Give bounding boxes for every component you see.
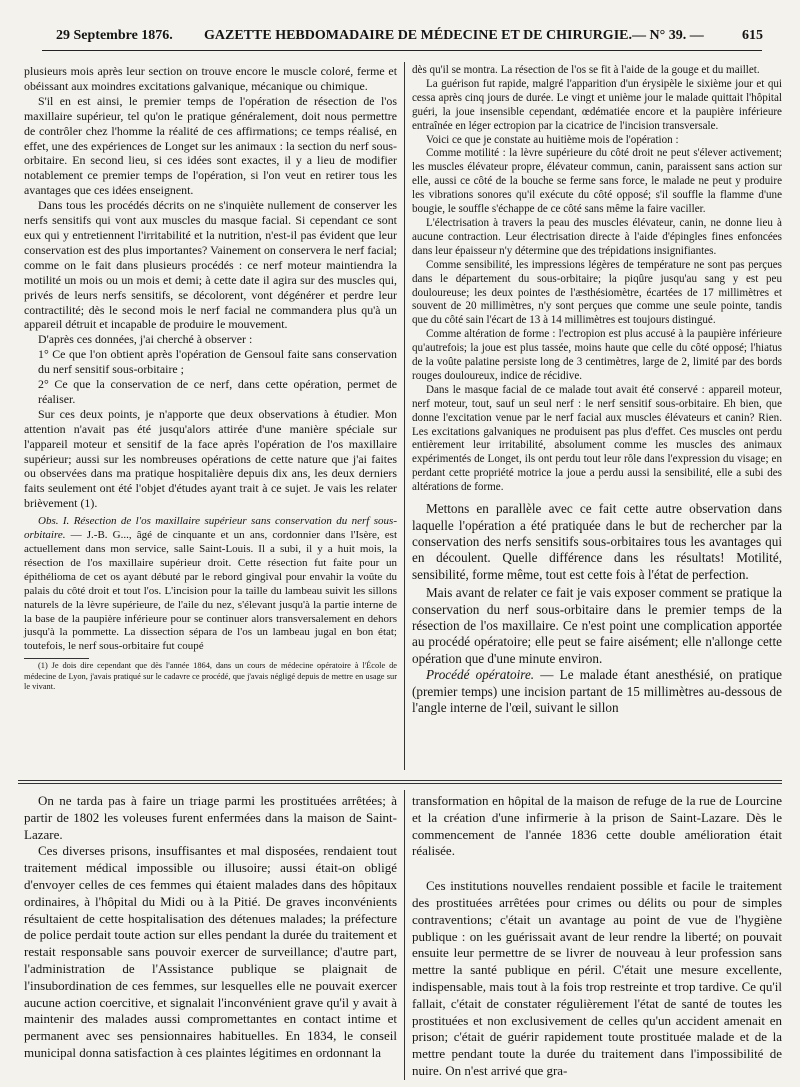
paragraph: Comme sensibilité, les impressions légères de température ne sont pas perçues dans le département du sous-orbitaire; la piqûre jusqu'au sang y est peu douloureuse; les deux pointes de l'æsthésiomètre, écartées de 17 millimètres et souvent de 20 millimètres, n'y sont perçues que comme une seule pointe, tandis que du côté sain l'écart de 13 à 14 millimètres est toujours distingué. — [412, 258, 782, 327]
paragraph: L'électrisation à travers la peau des muscles élévateur, canin, ne donne lieu à aucune contraction. Leur électrisation directe à l'aide d'épingles fines enfoncées dans leur épaisseur n'y détermine que des trépidations insignifiantes. — [412, 216, 782, 257]
paragraph: Ces diverses prisons, insuffisantes et mal disposées, rendaient tout traitement médical impossible ou illusoire; aussi était-on obligé d'envoyer celles de ces femmes qui étaient malades dans des hôpitaux ordinaires, à l'hôpital du Midi ou à la Pitié. De graves inconvénients résultaient de cette hospitalisation des détenues malades; la préfecture de police perdait toute action sur elles pendant la durée du traitement et restait responsable sans pouvoir exercer de surveillance; d'autre part, l'administration de l'Assistance publique se plaignait de l'insubordination de ces femmes, sur lesquelles elle ne pouvait exercer aucune action coercitive, et signalait l'inconvénient grave qu'il y avait à maintenir des malades aussi compromettantes en contact intime et permanent avec ses pensionnaires habituelles. En 1834, le conseil municipal donna satisfaction à ces plaintes légitimes en ordonnant la — [24, 843, 397, 1060]
paragraph: Dans le masque facial de ce malade tout avait été conservé : appareil moteur, nerf moteur, tout, sauf un seul nerf : le nerf sensitif sous-orbitaire. Eh bien, que donne l'excitation venue par le nerf facial aux muscles élévateurs et canin? Rien. Les excitations galvaniques ne produisent pas plus d'effet. Ces muscles ont perdu entièrement leur irritabilité, absolument comme les muscles des animaux expérimentés de Longet, ils ont perdu tout leur rôle dans l'expression du visage; en perdant cette propriété motrice la joue a perdu aussi la sensibilité, elle a subi des altérations de forme. — [412, 383, 782, 494]
lower-article-left-column — [24, 793, 397, 1062]
procedure-text: — Le malade étant anesthésié, on pratique (premier temps) une incision partant de 15 millimètres au-dessous de l'angle interne de l'œil, suivant le sillon — [412, 667, 782, 715]
header-issue-number: — N° 39. — — [632, 28, 704, 43]
paragraph: Comme altération de forme : l'ectropion est plus accusé à la paupière inférieure qu'autrefois; la joue est plus tassée, moins haute que celle du côté opposé; l'hiatus de la voûte palatine persiste long de 3 centimètres, large de 2, limité par des bords rouges douloureux, indice de récidive. — [412, 328, 782, 382]
paragraph: Mettons en parallèle avec ce fait cette autre observation dans laquelle l'opération a été pratiquée dans le but de rechercher par la conservation des nerfs sensitifs sous-orbitaires tous les avantages qui en découlent. Quelle différence dans les résultats! Motilité, sensibilité, forme même, tout est cette fois à l'état de perfection. — [412, 501, 782, 582]
footnote-rule — [24, 658, 89, 659]
paragraph: plusieurs mois après leur section on trouve encore le muscle coloré, ferme et obéissant aux moindres excitations galvanique, mécanique ou chimique. — [24, 64, 397, 93]
paragraph: Sur ces deux points, je n'apporte que deux observations à étudier. Mon attention n'avait pas été jusqu'alors attirée d'une manière spéciale sur l'appareil moteur et sensitif de la face après l'opération de l'os maxillaire supérieur; aussi sur les nombreuses opérations de cette nature que j'ai faites ou observées dans ma pratique hospitalière depuis dix ans, les deux derniers faits seulement ont été l'objet d'études ayant trait à ce sujet. Je vais les relater brièvement (1). — [24, 406, 397, 511]
column-divider — [404, 790, 405, 1080]
paragraph: Voici ce que je constate au huitième mois de l'opération : — [426, 133, 679, 146]
paragraph: On ne tarda pas à faire un triage parmi les prostituées arrêtées; à partir de 1802 les voleuses furent enfermées dans la maison de Saint-Lazare. — [24, 793, 397, 842]
list-item: 1° Ce que l'on obtient après l'opération de Gensoul faite sans conservation du nerf sensitif sous-orbitaire ; — [38, 347, 397, 377]
observation-paragraph — [24, 515, 397, 654]
list-item: 2° Ce que la conservation de ce nerf, dans cette opération, permet de réaliser. — [38, 377, 397, 406]
paragraph: Dans tous les procédés décrits on ne s'inquiète nullement de conserver les nerfs sensitifs qui vont aux muscles du masque facial. Si cependant ce sont eux qui y entretiennent l'irritabilité et la nutrition, n'est-il pas évident que leur conservation est des plus importantes? Vainement on conservera le nerf facial; comme on le fait dans plusieurs procédés : ce nerf moteur maintiendra la motilité un mois ou un mois et demi; à cette date il agira sur des muscles qui, privés de leurs nerfs sensitifs, se décolorent, vont dégénérer et perdre leur contractilité; dès le second mois le nerf facial ne commandera plus qu'à un appareil détruit et incapable de produire le mouvement. — [24, 198, 397, 332]
paragraph: transformation en hôpital de la maison de refuge de la rue de Lourcine et la création d'une infirmerie à la prison de Saint-Lazare. Dès le commencement de l'année 1836 cette double amélioration était réalisée. — [412, 793, 782, 859]
column-divider — [404, 62, 405, 770]
paragraph: La guérison fut rapide, malgré l'apparition d'un érysipèle le sixième jour et qui cessa après cinq jours de durée. Le vingt et unième jour le malade quittait l'hôpital guéri, la joue insensible cependant, œdématiée encore et la paupière inférieure entraînée en léger ectropion par la cicatrice de l'incision transversale. — [412, 77, 782, 132]
header-date: 29 Septembre 1876. — [56, 28, 173, 43]
paragraph — [412, 667, 782, 716]
observation-text: — J.-B. G..., âgé de cinquante et un ans, cordonnier dans l'Isère, est actuellement dans mon service, salle Saint-Louis. Il a subi, il y a huit mois, la résection de l'os maxillaire supérieur droit. Cette résection fut faite pour un épithélioma de cet os ayant débuté par le rebord gingival pour envahir la voûte du palais du côté droit et tout l'os. L'incision pour la taille du lambeau suivit les sillons naturels de la lèvre supérieure, de l'aile du nez, s'élevant jusqu'à la partie interne de la base de la paupière inférieure pour se continuer alors transversalement en dehors jusqu'à la pommette. La dissection sépara de l'os un lambeau jugal en bon état; toutefois, le nerf sous-orbitaire fut coupé — [24, 529, 397, 653]
article-left-column — [24, 64, 397, 693]
paragraph: Comme motilité : la lèvre supérieure du côté droit ne peut s'élever activement; les muscles élévateur propre, élévateur commun, canin, paraissent sans action sur elle, aussi ce côté de la bouche se ferme sans force, le malade ne peut y produire les vibrations sonores qu'il exécute du côté opposé; s'il souffle la flamme d'une bougie, le souffle s'échappe de ce côté sans même la faire vaciller. — [412, 147, 782, 216]
footnote: (1) Je dois dire cependant que dès l'année 1864, dans un cours de médecine opératoire à l'École de médecine de Lyon, j'avais pratiqué sur le cadavre ce procédé, que j'avais négligé depuis de mettre en usage sur le vivant. — [24, 661, 397, 692]
header-page-number: 615 — [742, 28, 763, 43]
procedure-title: Procédé opératoire. — [426, 667, 535, 683]
small-text-block — [412, 64, 782, 495]
paragraph: S'il en est ainsi, le premier temps de l'opération de résection de l'os maxillaire supérieur, tel qu'on le pratique généralement, doit nous permettre de contrôler chez l'homme la réalité de ces affirmations; ce temps réalisé, en effet, une des expériences de Longet sur les animaux : la section du nerf sous-orbitaire. En second lieu, si ces idées sont exactes, il y a lieu de modifier notablement ce premier temps de l'opération, si l'on veut en retirer tous les avantages que ces idées enseignent. — [24, 93, 397, 198]
running-header — [42, 26, 762, 51]
header-journal-title: GAZETTE HEBDOMADAIRE DE MÉDECINE ET DE CHIRURGIE. — [204, 28, 632, 43]
paragraph: D'après ces données, j'ai cherché à observer : — [38, 332, 253, 347]
paragraph: Mais avant de relater ce fait je vais exposer comment se pratique la conservation du nerf sous-orbitaire dans le premier temps de la résection de l'os maxillaire. Ce n'est point une complication apportée au procédé opératoire; elle peut se faire aisément; elle n'allonge cette opération que d'une minute environ. — [412, 585, 782, 666]
lower-article-right-column — [412, 793, 782, 1080]
observation-title: Obs. I. Résection de l'os maxillaire supérieur sans conservation du nerf sous-orbitaire. — [24, 515, 397, 542]
paragraph: Ces institutions nouvelles rendaient possible et facile le traitement des prostituées arrêtées pour crimes ou délits ou pour de simples contraventions; c'était un avantage au point de vue de l'hygiène publique : on les guérissait avant de leur rendre la liberté; on pouvait ensuite leur permettre de se livrer de nouveau à leur profession sans mettre la santé publique en péril. C'était une mesure excellente, indispensable, mais tout à la fois trop restreinte et trop tardive. Ce qu'il fallait, c'était de constater régulièrement l'état de santé de toutes les prostituées et non exclusivement de celles qu'un accident amenait en prison; c'était de guérir rapidement toute prostituée malade et de la mettre pendant toute la durée du traitement dans l'impossibilité de nuire. On n'est arrivé que gra- — [412, 878, 782, 1078]
article-right-column — [412, 64, 782, 716]
large-text-block — [412, 501, 782, 716]
paragraph: dès qu'il se montra. La résection de l'os se fit à l'aide de la gouge et du maillet. — [412, 64, 760, 76]
section-divider — [18, 783, 782, 784]
section-divider — [18, 780, 782, 781]
